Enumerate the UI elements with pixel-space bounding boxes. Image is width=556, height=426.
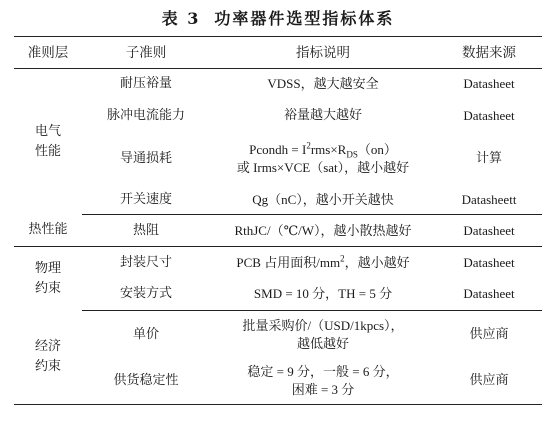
table-row xyxy=(14,132,542,186)
indicator-desc-cell: Qg（nC），越小开关越快 xyxy=(210,186,436,215)
desc-line: 越低越好 xyxy=(296,335,349,351)
table-row xyxy=(14,186,542,215)
desc-part: ，越小越好 xyxy=(344,254,410,270)
sub-criterion-cell: 安装方式 xyxy=(82,279,210,311)
table-row xyxy=(14,311,542,359)
formula-part: （on） xyxy=(357,141,397,157)
sub-criterion-cell: 封装尺寸 xyxy=(119,254,172,270)
header-criterion-layer: 准则层 xyxy=(14,37,82,69)
table-row xyxy=(14,215,542,247)
sub-criterion-cell: 单价 xyxy=(132,326,159,342)
formula-subscript: DS xyxy=(346,149,358,160)
indicator-desc-cell xyxy=(210,311,436,359)
data-source-cell: 供应商 xyxy=(436,359,542,405)
group-label-line: 经济 xyxy=(34,339,61,355)
formula-line xyxy=(214,141,432,159)
data-source-cell: Datasheet xyxy=(463,254,515,270)
desc-superscript: 2 xyxy=(340,253,345,264)
desc-line: 困难 = 3 分 xyxy=(291,382,355,398)
indicator-desc-cell xyxy=(210,247,436,279)
data-source-cell: 计算 xyxy=(475,150,502,166)
table-title: 功率器件选型指标体系 xyxy=(214,9,395,28)
table-row xyxy=(14,100,542,132)
sub-criterion-cell: 耐压裕量 xyxy=(119,76,172,92)
formula-part: rms×R xyxy=(310,141,347,157)
group-physical xyxy=(14,247,82,311)
sub-criterion-cell: 热阻 xyxy=(82,215,210,247)
indicator-desc-cell: SMD = 10 分，TH = 5 分 xyxy=(210,279,436,311)
formula-part: Pcondh = I xyxy=(249,141,307,157)
sub-criterion-cell: 供货稳定性 xyxy=(82,359,210,405)
data-source-cell: Datasheet xyxy=(463,76,515,92)
indicator-desc-cell: VDSS，越大越安全 xyxy=(267,76,379,92)
indicator-table xyxy=(14,36,542,405)
indicator-desc-cell xyxy=(210,359,436,405)
data-source-cell: Datasheet xyxy=(463,107,515,123)
data-source-cell: Datasheet xyxy=(436,279,542,311)
indicator-desc-cell xyxy=(210,132,436,186)
sub-criterion-cell: 脉冲电流能力 xyxy=(106,107,185,123)
header-data-source: 数据来源 xyxy=(436,37,542,69)
group-electrical xyxy=(14,69,82,215)
table-caption xyxy=(0,6,556,29)
table-row xyxy=(14,279,542,311)
table-header-row xyxy=(14,37,542,69)
group-label-line: 物理 xyxy=(34,260,61,276)
sub-criterion-cell: 开关速度 xyxy=(82,186,210,215)
indicator-desc-cell: RthJC/（℃/W），越小散热越好 xyxy=(210,215,436,247)
group-label-line: 约束 xyxy=(34,280,61,296)
formula-line: 或 Irms×VCE（sat），越小越好 xyxy=(236,159,410,175)
data-source-cell: Datasheett xyxy=(436,186,542,215)
table-row xyxy=(14,247,542,279)
header-indicator-desc: 指标说明 xyxy=(210,37,436,69)
table-number: 表 3 xyxy=(161,9,201,28)
desc-part: PCB 占用面积/mm xyxy=(236,254,341,270)
header-sub-criterion: 子准则 xyxy=(82,37,210,69)
table-row xyxy=(14,69,542,100)
group-thermal: 热性能 xyxy=(14,215,82,247)
group-label-line: 电气 xyxy=(34,123,61,139)
table-row xyxy=(14,359,542,405)
sub-criterion-cell: 导通损耗 xyxy=(119,150,172,166)
group-economic xyxy=(14,311,82,405)
indicator-desc-cell: 裕量越大越好 xyxy=(283,107,362,123)
group-label-line: 性能 xyxy=(34,143,61,159)
formula-superscript: 2 xyxy=(306,140,311,151)
data-source-cell: 供应商 xyxy=(469,326,509,342)
data-source-cell: Datasheet xyxy=(436,215,542,247)
group-label-line: 约束 xyxy=(34,359,61,375)
desc-line: 批量采购价/（USD/1kpcs）， xyxy=(242,317,404,333)
desc-line: 稳定 = 9 分，一般 = 6 分， xyxy=(247,364,399,380)
